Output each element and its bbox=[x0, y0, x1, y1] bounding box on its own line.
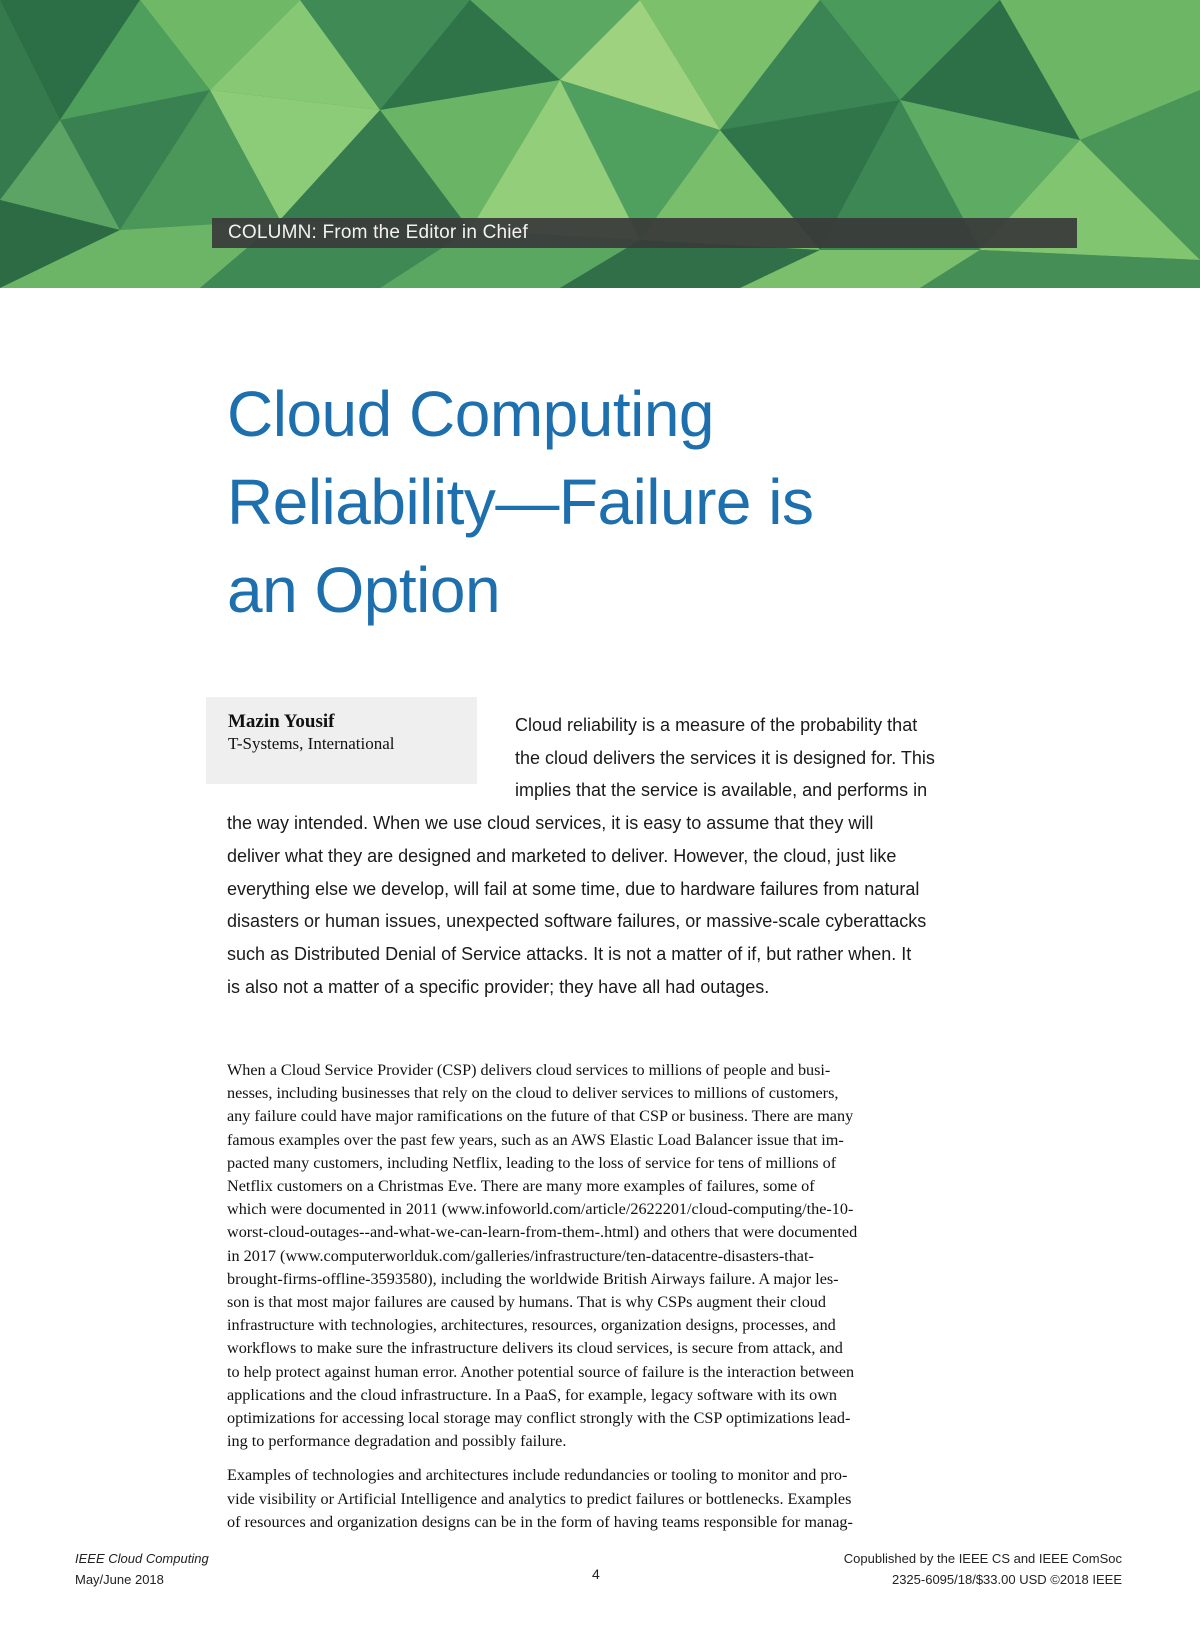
body-line: brought-firms-offline-3593580), including the worldwide British Airways failure. A major les- bbox=[227, 1269, 839, 1288]
title-line: Cloud Computing bbox=[227, 378, 714, 450]
abstract bbox=[227, 709, 967, 1003]
body-line: When a Cloud Service Provider (CSP) delivers cloud services to millions of people and busi- bbox=[227, 1061, 831, 1079]
body-line: vide visibility or Artificial Intelligence and analytics to predict failures or bottlenecks. Examples bbox=[227, 1489, 852, 1508]
paragraph-gap bbox=[227, 1453, 967, 1464]
body-line: worst-cloud-outages--and-what-we-can-learn-from-them-.html) and others that were documented bbox=[227, 1223, 858, 1242]
body-line: Netflix customers on a Christmas Eve. There are many more examples of failures, some of bbox=[227, 1177, 815, 1196]
abstract-line: is also not a matter of a specific provider; they have all had outages. bbox=[227, 976, 770, 997]
author-affiliation: T-Systems, International bbox=[228, 734, 395, 753]
body-line: nesses, including businesses that rely on the cloud to deliver services to millions of customers, bbox=[227, 1084, 839, 1103]
body-line: in 2017 (www.computerworlduk.com/galleries/infrastructure/ten-datacentre-disasters-that- bbox=[227, 1246, 814, 1265]
title-line: Reliability—Failure is bbox=[227, 466, 814, 538]
body-line: of resources and organization designs can be in the form of having teams responsible for manag- bbox=[227, 1512, 853, 1531]
abstract-line: such as Distributed Denial of Service attacks. It is not a matter of if, but rather when. It bbox=[227, 943, 912, 964]
header-banner bbox=[0, 0, 1200, 288]
body-line: infrastructure with technologies, architectures, resources, organization designs, processes, and bbox=[227, 1316, 836, 1335]
abstract-line: the cloud delivers the services it is designed for. This bbox=[515, 747, 935, 768]
footer-journal: IEEE Cloud Computing bbox=[75, 1551, 209, 1566]
abstract-line: disasters or human issues, unexpected software failures, or massive-scale cyberattacks bbox=[227, 911, 927, 932]
abstract-line: the way intended. When we use cloud services, it is easy to assume that they will bbox=[227, 813, 874, 834]
abstract-line: Cloud reliability is a measure of the probability that bbox=[515, 715, 918, 735]
body-line: to help protect against human error. Another potential source of failure is the interaction between bbox=[227, 1362, 855, 1381]
footer-date: May/June 2018 bbox=[75, 1572, 164, 1587]
body-line: which were documented in 2011 (www.infoworld.com/article/2622201/cloud-computing/the-10- bbox=[227, 1200, 854, 1219]
article-title bbox=[227, 370, 1027, 634]
page-number: 4 bbox=[592, 1566, 600, 1582]
footer-issn: 2325-6095/18/$33.00 USD ©2018 IEEE bbox=[891, 1572, 1122, 1587]
body-line: ing to performance degradation and possibly failure. bbox=[227, 1432, 567, 1451]
abstract-line: deliver what they are designed and marketed to deliver. However, the cloud, just like bbox=[227, 845, 897, 866]
body-line: famous examples over the past few years, such as an AWS Elastic Load Balancer issue that im- bbox=[227, 1130, 844, 1149]
footer-copublished: Copublished by the IEEE CS and IEEE ComSoc bbox=[843, 1551, 1122, 1566]
title-line: an Option bbox=[227, 554, 501, 626]
body-line: son is that most major failures are caused by humans. That is why CSPs augment their cloud bbox=[227, 1293, 826, 1312]
column-label: COLUMN: From the Editor in Chief bbox=[228, 222, 528, 243]
body-line: optimizations for accessing local storage may conflict strongly with the CSP optimizations lead- bbox=[227, 1409, 851, 1428]
body-line: Examples of technologies and architectures include redundancies or tooling to monitor and pro- bbox=[227, 1466, 848, 1485]
abstract-line: implies that the service is available, and performs in bbox=[515, 780, 928, 801]
body-line: any failure could have major ramifications on the future of that CSP or business. There are many bbox=[227, 1107, 854, 1126]
body-text bbox=[227, 1059, 967, 1534]
abstract-line: everything else we develop, will fail at some time, due to hardware failures from natural bbox=[227, 878, 920, 899]
paragraph-2 bbox=[227, 1464, 967, 1534]
body-line: pacted many customers, including Netflix, leading to the loss of service for tens of millions of bbox=[227, 1153, 837, 1172]
body-line: applications and the cloud infrastructure. In a PaaS, for example, legacy software with its own bbox=[227, 1385, 837, 1404]
paragraph-1 bbox=[227, 1059, 967, 1453]
author-name: Mazin Yousif bbox=[228, 711, 335, 732]
body-line: workflows to make sure the infrastructure delivers its cloud services, is secure from attack, and bbox=[227, 1339, 843, 1358]
